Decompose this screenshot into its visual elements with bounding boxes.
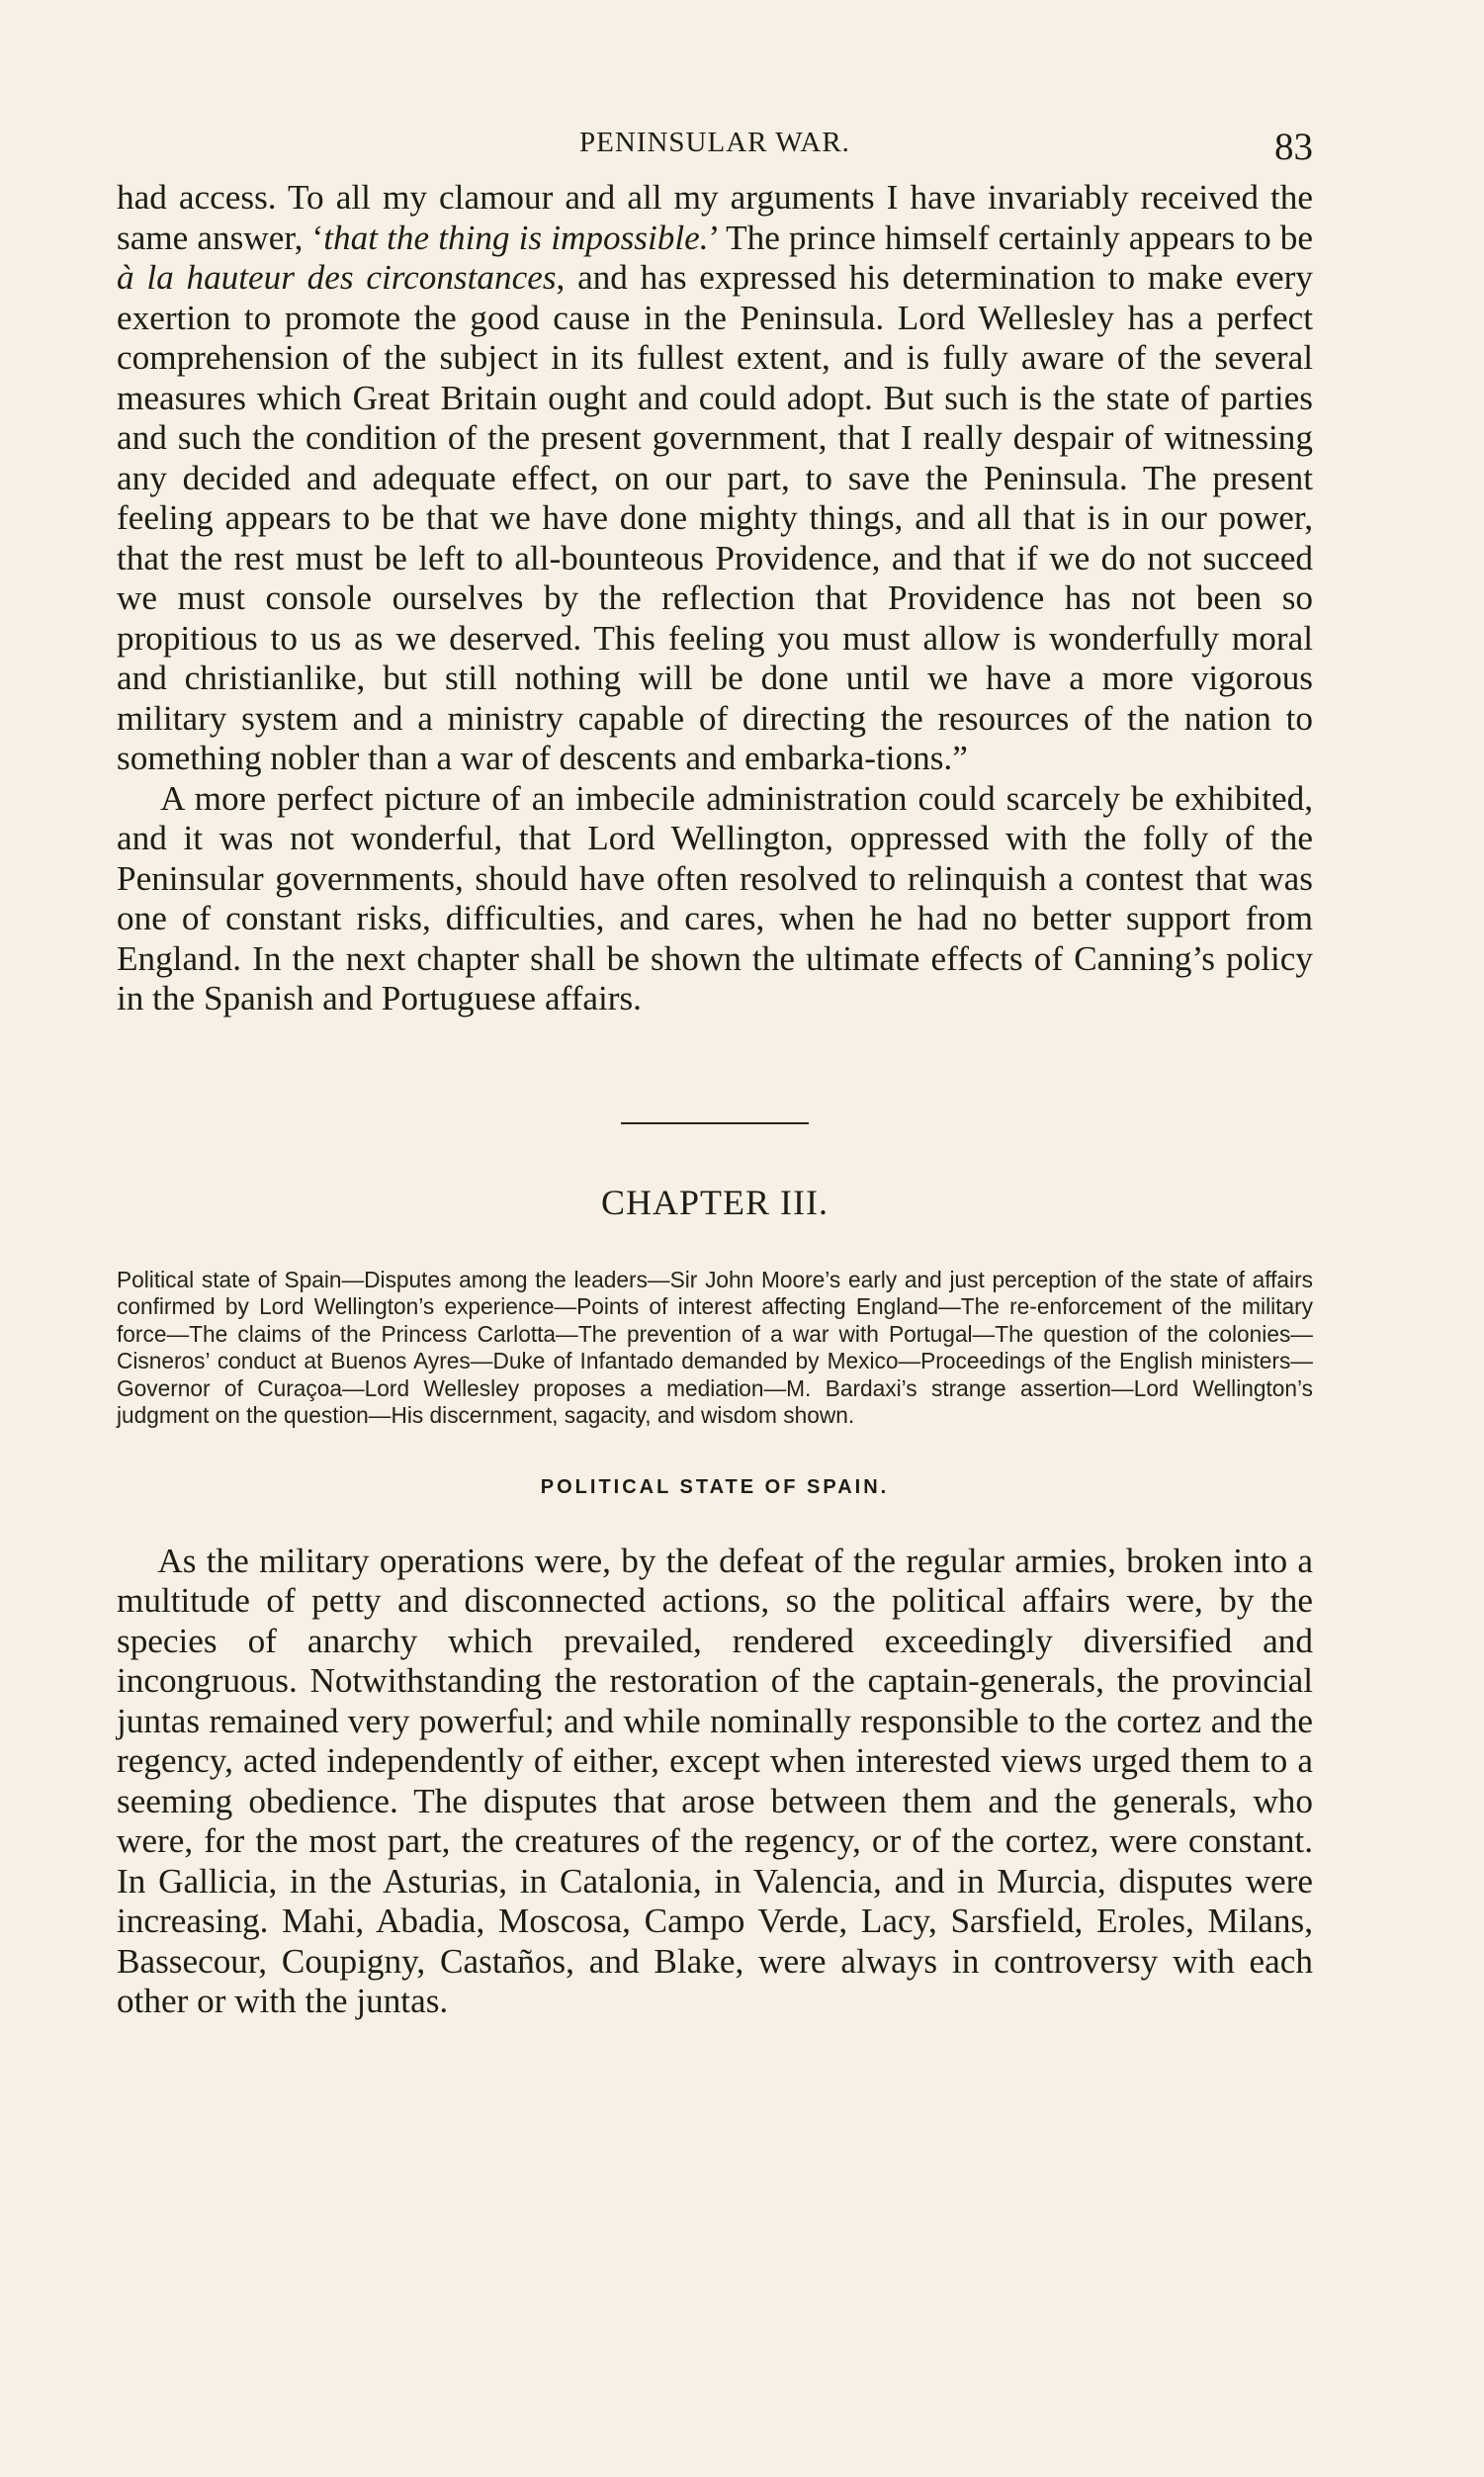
section-heading: POLITICAL STATE OF SPAIN. (540, 1475, 890, 1498)
paragraph-text: , and has expressed his determination to make every exertion to promote the good cause in the Peninsula. Lord Wellesley has a perfect comprehension of the subject in its fullest extent, and is fully aware of the several measures which Great Britain ought and could adopt. But such is the state of parties and such the condition of the present government, that I really despair of witnessing any decided and adequate effect, on our part, to save the Peninsula. The present feeling appears to be that we have done mighty things, and all that is in our power, that the rest must be left to all-bounteous Providence, and that if we do not succeed we must console ourselves by the reflection that Providence has not been so propitious to us as we deserved. This feeling you must allow is wonderfully moral and christianlike, but still nothing will be done until we have a more vigorous military system and a ministry capable of directing the resources of the nation to something nobler than a war of descents and embarka-tions.” (117, 258, 1313, 777)
paragraph-text: had access. To all my clamour and all my arguments I have invariably received the same answer, ‘ (117, 178, 1313, 257)
paragraph-commentary (117, 779, 1313, 1019)
page-number: 83 (1274, 126, 1313, 168)
italic-phrase: à la hauteur des circonstances (117, 258, 557, 297)
section-divider (621, 1122, 809, 1124)
paragraph-text: A more perfect picture of an imbecile administration could scarcely be exhibited, and it was not wonderful, that Lord Wellington, oppressed with the folly of the Peninsular governments, should have often resolved to relinquish a contest that was one of constant risks, difficulties, and cares, when he had no better support from England. In the next chapter shall be shown the ultimate effects of Canning’s policy in the Spanish and Portuguese affairs. (117, 778, 1313, 1017)
paragraph-text: As the military operations were, by the defeat of the regular armies, broken into a multitude of petty and disconnected actions, so the political affairs were, by the species of anarchy which prevailed, rendered exceedingly diversified and incongruous. Notwithstanding the restoration of the captain-generals, the provincial juntas remained very powerful; and while nominally responsible to the cortez and the regency, acted independently of either, except when interested views urged them to a seeming obedience. The disputes that arose between them and the generals, who were, for the most part, the creatures of the regency, or of the cortez, were constant. In Gallicia, in the Asturias, in Catalonia, in Valencia, and in Murcia, disputes were increasing. Mahi, Abadia, Moscosa, Campo Verde, Lacy, Sarsfield, Eroles, Milans, Bassecour, Coupigny, Castaños, and Blake, were always in controversy with each other or with the juntas. (117, 1541, 1313, 2020)
italic-quote: that the thing is impossible. (323, 218, 709, 257)
paragraph-letter-continuation (117, 178, 1313, 779)
running-title: PENINSULAR WAR. (579, 127, 850, 158)
chapter-synopsis: Political state of Spain—Disputes among the leaders—Sir John Moore’s early and just perception of the state of affairs confirmed by Lord Wellington’s experience—Points of interest affecting England—The re-enforcement of the military force—The claims of the Princess Carlotta—The prevention of a war with Portugal—The question of the colonies—Cisneros’ conduct at Buenos Ayres—Duke of Infantado demanded by Mexico—Proceedings of the English ministers—Governor of Curaçoa—Lord Wellesley proposes a mediation—M. Bardaxi’s strange assertion—Lord Wellington’s judgment on the question—His discernment, sagacity, and wisdom shown. (117, 1266, 1313, 1428)
paragraph-political-state (117, 1542, 1313, 2022)
paragraph-text: ’ The prince himself certainly appears to be (708, 218, 1313, 257)
chapter-title: CHAPTER III. (601, 1182, 829, 1222)
running-head (117, 119, 1313, 178)
book-page (117, 119, 1313, 2057)
